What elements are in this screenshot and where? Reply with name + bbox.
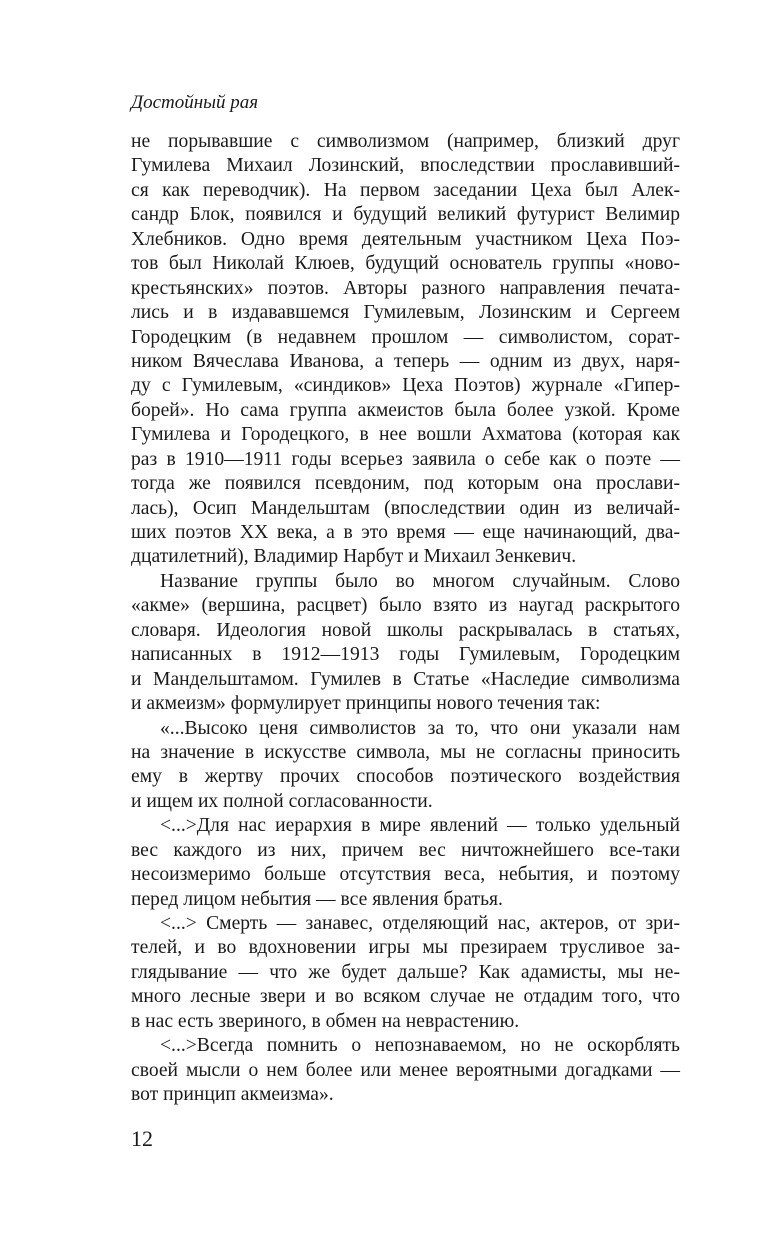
running-head: Достойный рая xyxy=(131,92,259,113)
text-line: тогда же появился псевдоним, под которым она прослави- xyxy=(131,473,680,495)
quote-first-line: <...>Для нас иерархия в мире явлений — только удельный xyxy=(160,815,680,837)
text-line: борей». Но сама группа акмеистов была более узкой. Кроме xyxy=(131,399,680,421)
text-line: крестьянских» поэтов. Авторы разного направления печата- xyxy=(131,277,680,299)
text-line: глядывание — что же будет дальше? Как адамисты, мы не- xyxy=(131,961,680,983)
quote-first-line: <...> Смерть — занавес, отделяющий нас, актеров, от зри- xyxy=(160,913,680,934)
text-line: ся как переводчик). На первом заседании Цеха был Алек- xyxy=(131,179,680,201)
text-line: и Мандельштамом. Гумилев в Статье «Наследие символизма xyxy=(131,668,680,690)
text-line: и ищем их полной согласованности. xyxy=(131,790,433,812)
text-line: своей мысли о нем более или менее вероятными догадками — xyxy=(131,1059,680,1081)
text-line: Хлебников. Одно время деятельным участником Цеха Поэ- xyxy=(131,228,680,250)
text-line: много лесные звери и во всяком случае не отдадим того, что xyxy=(131,986,680,1008)
text-line: тов был Николай Клюев, будущий основатель группы «ново- xyxy=(131,253,680,275)
text-line: несоизмеримо больше отсутствия веса, небытия, и поэтому xyxy=(131,864,680,886)
text-line: перед лицом небытия — все явления братья. xyxy=(131,888,503,910)
text-line: словаря. Идеология новой школы раскрывалась в статьях, xyxy=(131,619,680,641)
text-line: Городецким (в недавнем прошлом — символистом, сорат- xyxy=(131,326,680,348)
text-line: раз в 1910—1911 годы всерьез заявила о себе как о поэте — xyxy=(131,448,680,470)
body-text xyxy=(131,130,680,1108)
text-line: дцатилетний), Владимир Нарбут и Михаил Зенкевич. xyxy=(131,546,577,568)
text-line: написанных в 1912—1913 годы Гумилевым, Городецким xyxy=(131,644,680,666)
text-line: сандр Блок, появился и будущий великий футурист Велимир xyxy=(131,204,680,226)
text-line: «акме» (вершина, расцвет) было взято из наугад раскрытого xyxy=(131,595,680,617)
text-line: не порывавшие с символизмом (например, близкий друг xyxy=(131,131,680,152)
text-line: ником Вячеслава Иванова, а теперь — одним из двух, наря- xyxy=(131,350,680,372)
text-line: и акмеизм» формулирует принципы нового течения так: xyxy=(131,693,601,715)
text-line: ему в жертву прочих способов поэтического воздействия xyxy=(131,766,680,788)
text-line: Гумилева Михаил Лозинский, впоследствии прославивший- xyxy=(131,155,680,177)
text-line: вес каждого из них, причем вес ничтожнейшего все-таки xyxy=(131,839,680,861)
text-line: вот принцип акмеизма». xyxy=(131,1084,334,1106)
text-line: лась), Осип Мандельштам (впоследствии один из величай- xyxy=(131,497,680,519)
text-line: на значение в искусстве символа, мы не согласны приносить xyxy=(131,741,680,763)
text-line: телей, и во вдохновении игры мы презираем трусливое за- xyxy=(131,937,680,959)
page-number: 12 xyxy=(131,1126,153,1151)
text-line: ших поэтов XX века, а в это время — еще начинающий, два- xyxy=(131,522,680,543)
text-line: лись и в издававшемся Гумилевым, Лозинским и Сергеем xyxy=(131,302,680,324)
paragraph-first-line: Название группы было во многом случайным. Слово xyxy=(160,570,680,592)
text-line: ду с Гумилевым, «синдиков» Цеха Поэтов) журнале «Гипер- xyxy=(131,375,680,397)
quote-first-line: <...>Всегда помнить о непознаваемом, но не оскорблять xyxy=(160,1035,680,1057)
quote-first-line: «...Высоко ценя символистов за то, что они указали нам xyxy=(160,717,680,739)
text-line: в нас есть звериного, в обмен на неврастению. xyxy=(131,1010,520,1032)
text-line: Гумилева и Городецкого, в нее вошли Ахматова (которая как xyxy=(131,424,680,446)
